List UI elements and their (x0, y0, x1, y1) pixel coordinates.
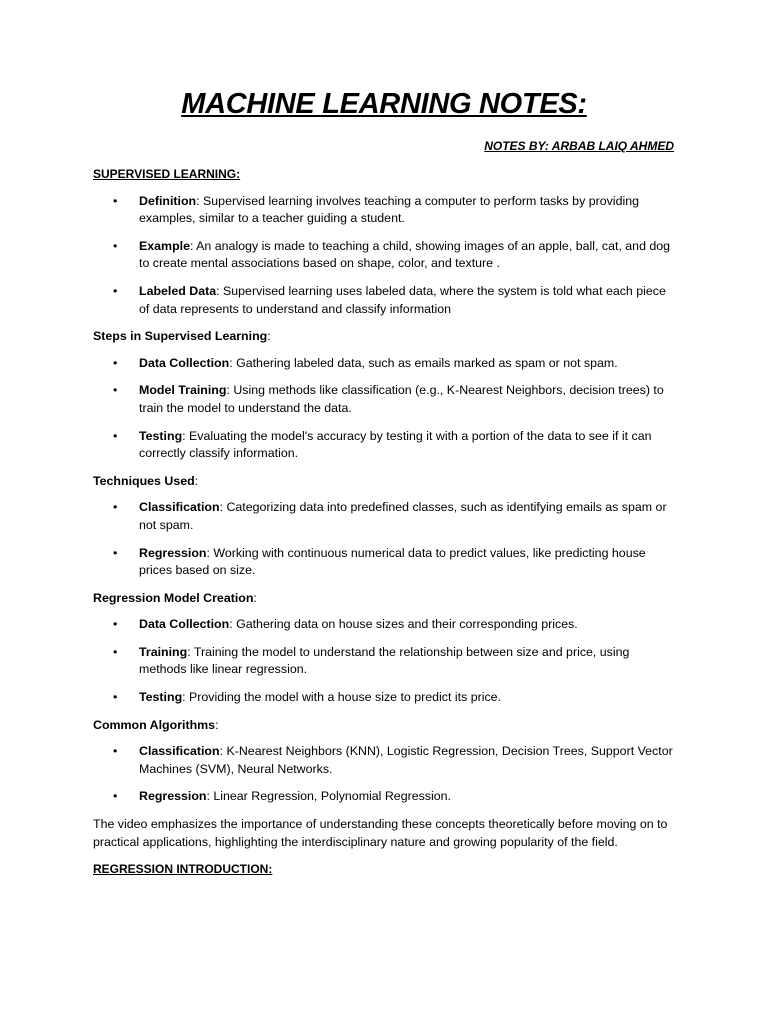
item-text: : Providing the model with a house size to predict its price. (182, 690, 502, 705)
subheading-regression-model (93, 590, 675, 608)
item-term: Classification (139, 500, 220, 515)
list-item (93, 193, 675, 228)
closing-paragraph: The video emphasizes the importance of understanding these concepts theoretically before moving on to practical applications, highlighting the interdisciplinary nature and growing popularity of the field. (93, 817, 668, 849)
item-term: Training (139, 644, 188, 659)
item-term: Data Collection (139, 355, 230, 370)
bullet-icon: • (113, 545, 118, 560)
section-heading-supervised-learning: SUPERVISED LEARNING: (93, 167, 241, 181)
bullet-icon: • (113, 617, 118, 632)
list-item (93, 616, 675, 634)
list-item (93, 355, 675, 373)
subheading-algorithms-label: Common Algorithms (93, 717, 216, 732)
bullet-icon: • (113, 789, 118, 804)
page-title: MACHINE LEARNING NOTES: (181, 88, 587, 120)
bullet-icon: • (113, 283, 118, 298)
item-text: : Gathering data on house sizes and their corresponding prices. (229, 617, 578, 632)
document-body (93, 166, 675, 888)
list-item (93, 545, 675, 580)
item-term: Testing (139, 690, 183, 705)
item-text: : Training the model to understand the relationship between size and price, using methods like linear regression. (139, 644, 630, 677)
item-term: Regression (139, 545, 207, 560)
list-item (93, 689, 675, 707)
item-term: Model Training (139, 383, 227, 398)
bullet-icon: • (113, 428, 118, 443)
item-text: : Evaluating the model's accuracy by testing it with a portion of the data to see if it can correctly classify information. (139, 428, 652, 461)
item-term: Example (139, 238, 190, 253)
item-term: Regression (139, 789, 207, 804)
list-item (93, 644, 675, 679)
bullet-icon: • (113, 744, 118, 759)
subheading-steps (93, 328, 675, 346)
bullet-icon: • (113, 644, 118, 659)
subheading-algorithms (93, 717, 675, 735)
item-text: : Working with continuous numerical data to predict values, like predicting house prices based on size. (139, 545, 646, 578)
list-item (93, 238, 675, 273)
section-heading-regression-introduction: REGRESSION INTRODUCTION: (93, 862, 273, 877)
list-item (93, 283, 675, 318)
bullet-icon: • (113, 355, 118, 370)
bullet-icon: • (113, 238, 118, 253)
item-text: : Linear Regression, Polynomial Regression. (206, 789, 451, 804)
list-item (93, 743, 675, 778)
bullet-icon: • (113, 383, 118, 398)
subheading-colon: : (194, 473, 199, 488)
supervised-learning-list (93, 193, 675, 319)
regression-model-list (93, 616, 675, 706)
subheading-steps-label: Steps in Supervised Learning (93, 329, 268, 344)
bullet-icon: • (113, 500, 118, 515)
bullet-icon: • (113, 193, 118, 208)
techniques-list (93, 499, 675, 579)
subheading-techniques-label: Techniques Used (93, 473, 195, 488)
list-item (93, 788, 675, 806)
steps-list (93, 355, 675, 463)
author-credit: NOTES BY: ARBAB LAIQ AHMED (484, 139, 674, 153)
item-term: Testing (139, 428, 183, 443)
item-term: Classification (139, 744, 220, 759)
item-term: Data Collection (139, 617, 230, 632)
item-text: : An analogy is made to teaching a child, showing images of an apple, ball, cat, and dog to create mental associations based on shape, color, and texture . (139, 238, 671, 271)
item-term: Labeled Data (139, 283, 217, 298)
subheading-colon: : (267, 329, 271, 344)
list-item (93, 428, 675, 463)
item-term: Definition (139, 193, 197, 208)
subheading-colon: : (215, 717, 219, 732)
item-text: : Supervised learning uses labeled data, where the system is told what each piece of data represents to understand and classify information (139, 283, 666, 316)
item-text: : K-Nearest Neighbors (KNN), Logistic Regression, Decision Trees, Support Vector Machines (SVM), Neural Networks. (139, 744, 673, 776)
item-text: : Using methods like classification (e.g., K-Nearest Neighbors, decision trees) to train the model to understand the data. (139, 383, 664, 415)
item-text: : Categorizing data into predefined classes, such as identifying emails as spam or not spam. (139, 500, 667, 532)
bullet-icon: • (113, 690, 118, 705)
item-text: : Supervised learning involves teaching a computer to perform tasks by providing examples, similar to a teacher guiding a student. (139, 193, 639, 226)
list-item (93, 382, 675, 417)
subheading-techniques (93, 473, 675, 491)
item-text: : Gathering labeled data, such as emails marked as spam or not spam. (229, 355, 618, 370)
algorithms-list (93, 743, 675, 806)
subheading-colon: : (253, 590, 257, 605)
list-item (93, 499, 675, 534)
subheading-regression-model-label: Regression Model Creation (93, 590, 254, 605)
